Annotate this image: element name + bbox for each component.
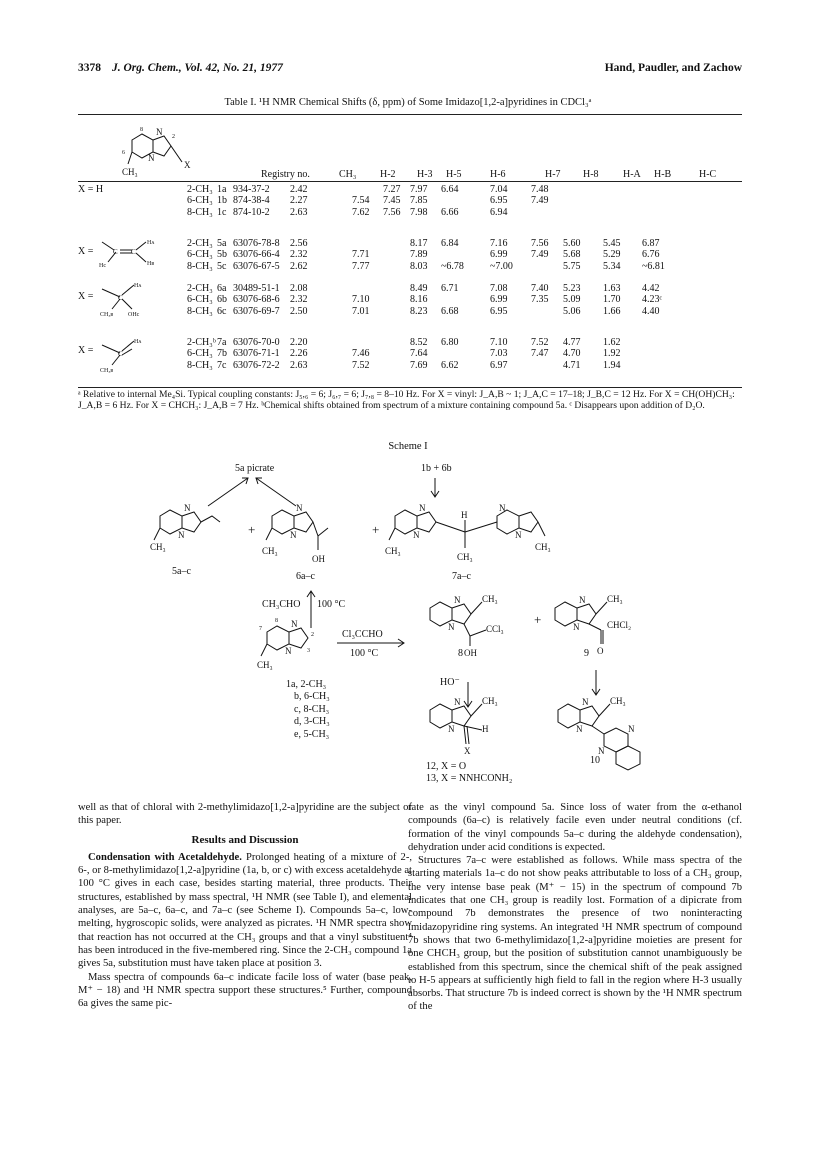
table-cell: 8.03 <box>410 260 428 272</box>
table-cell: 5.60 <box>563 238 581 249</box>
table-cell: 6.94 <box>490 206 508 218</box>
svg-text:8: 8 <box>275 618 278 624</box>
svg-text:2: 2 <box>311 632 314 638</box>
svg-text:N: N <box>413 530 420 540</box>
paragraph: rate as the vinyl compound 5a. Since loss of water from the α-ethanol compounds (6a–c) is relatively facile even under neutral conditions (cf. formation of the vinyl compounds 5a–c during the aldehyde condensation), dehydration under acid conditions is expected. <box>408 802 742 853</box>
table-cell: 6.62 <box>441 359 459 371</box>
compound-label-12: 12, X = O <box>426 761 467 772</box>
svg-text:CH₃: CH₃ <box>535 542 551 552</box>
table-cell: 7.35 <box>531 294 549 306</box>
paragraph-title: Condensation with Acetaldehyde. <box>88 851 242 863</box>
table-cell: 63076-69-7 <box>233 305 280 317</box>
structure-5 <box>150 498 260 558</box>
scheme-title: Scheme I <box>388 441 428 452</box>
svg-text:N: N <box>148 153 155 163</box>
table-cell: 1.94 <box>603 359 621 371</box>
table-cell: 2.26 <box>290 348 308 360</box>
svg-text:N: N <box>579 595 586 605</box>
table-cell: ~6.78 <box>441 260 464 272</box>
table-cell: 2.42 <box>290 184 308 195</box>
table-cell: 8.23 <box>410 305 428 317</box>
plus-sign: + <box>372 522 380 537</box>
table-cell: 7.49 <box>531 195 549 207</box>
table-cell: 5.68 <box>563 249 581 261</box>
svg-text:Hᴀ: Hᴀ <box>134 283 142 289</box>
svg-text:N: N <box>285 646 292 656</box>
table-cell: 63076-71-1 <box>233 348 280 360</box>
table-cell: 4.71 <box>563 359 581 371</box>
svg-text:6: 6 <box>122 150 125 156</box>
svg-text:OH: OH <box>312 554 325 564</box>
compound-label-13: 13, X = NNHCONH₂ <box>426 773 513 784</box>
svg-text:7: 7 <box>259 626 262 632</box>
column-header: H-2 <box>380 169 396 180</box>
table-cell: 7a <box>217 337 227 348</box>
reactant-label: 1b + 6b <box>421 463 452 474</box>
table-cell: 874-10-2 <box>233 206 270 218</box>
column-header: H-3 <box>417 169 433 180</box>
svg-text:O: O <box>597 646 604 656</box>
table-cell: 7.52 <box>352 359 370 371</box>
table-cell: 6-CH₃ <box>187 294 213 306</box>
table-cell: 6.95 <box>490 305 508 317</box>
table-cell: 7.40 <box>531 283 549 294</box>
svg-text:CH₃: CH₃ <box>257 660 273 670</box>
left-text-column <box>78 801 412 1010</box>
svg-text:N: N <box>184 503 191 513</box>
svg-text:C: C <box>131 248 136 256</box>
structure-7 <box>385 498 565 578</box>
svg-text:N: N <box>419 503 426 513</box>
table-cell: 63076-68-6 <box>233 294 280 306</box>
table-cell: 7.10 <box>352 294 370 306</box>
condition-temp-2: 100 °C <box>350 648 379 659</box>
table-cell: 7.56 <box>383 206 401 218</box>
svg-text:N: N <box>448 724 455 734</box>
structure-10 <box>548 692 658 782</box>
table-cell: 5.23 <box>563 283 581 294</box>
table-cell: 6.99 <box>490 294 508 306</box>
section-heading: Results and Discussion <box>191 833 299 846</box>
table-cell: 7.10 <box>490 337 508 348</box>
column-header: Registry no. <box>261 169 310 180</box>
svg-text:CCl₃: CCl₃ <box>486 624 504 634</box>
table-cell: 6.66 <box>441 206 459 218</box>
table-cell: 7.04 <box>490 184 508 195</box>
svg-text:OHc: OHc <box>128 312 140 318</box>
table-cell: 7c <box>217 359 227 371</box>
svg-text:CH₃: CH₃ <box>385 546 401 556</box>
paragraph: well as that of chloral with 2-methylimidazo[1,2-a]pyridine are the subject of this paper. <box>78 802 412 827</box>
paragraph: Structures 7a–c were established as follows. While mass spectra of the starting materials 1a–c do not show peaks attributable to loss of a CH₃ group, the very intense base peak (M⁺ − 15) in the spectrum of compound 7b indicates that one CH₃ group is readily lost. Formation of a dipicrate from compound 7b demonstrates the presence of two noninteracting imidazopyridine ring systems. An integrated ¹H NMR spectrum of compound 7b shows that two 6-methylimidazo[1,2-a]pyridine moieties are present for one CHCH₃ group, but the position of substitution cannot unambiguously be established from this spectrum, since the chemical shift of the peak assigned to H-5 appears at sufficiently high field to fall in the region where H-3 usually absorbs. That structure 7b is indeed correct is shown by the ¹H NMR spectrum of the <box>408 855 742 1013</box>
table-cell: 5.34 <box>603 260 621 272</box>
table-cell: 8-CH₃ <box>187 359 213 371</box>
svg-text:X: X <box>184 160 191 170</box>
compound-label-10: 10 <box>590 755 600 766</box>
svg-text:Hʙ: Hʙ <box>147 261 155 267</box>
column-header: H-7 <box>545 169 561 180</box>
svg-text:CH₃ʙ: CH₃ʙ <box>100 368 114 374</box>
table-cell: 7.69 <box>410 359 428 371</box>
column-header: H-6 <box>490 169 506 180</box>
svg-text:CH₃: CH₃ <box>122 167 138 177</box>
table-cell: 6.68 <box>441 305 459 317</box>
table-cell: 7.01 <box>352 305 370 317</box>
table-cell: 6c <box>217 305 227 317</box>
table-cell: 2.63 <box>290 206 308 218</box>
column-header: H-C <box>699 169 717 180</box>
column-header: H-A <box>623 169 641 180</box>
condition-temp-1: 100 °C <box>317 599 346 610</box>
table-cell: 7.62 <box>352 206 370 218</box>
column-header: H-B <box>654 169 672 180</box>
table-cell: 8.52 <box>410 337 428 348</box>
svg-text:CH₃ʙ: CH₃ʙ <box>100 312 114 318</box>
table-cell: 63076-70-0 <box>233 337 280 348</box>
table-cell: 63076-67-5 <box>233 260 280 272</box>
table-cell: 8-CH₃ <box>187 206 213 218</box>
table-cell: 5.75 <box>563 260 581 272</box>
table-cell: 7.54 <box>352 195 370 207</box>
hydroxide-label: HO⁻ <box>440 677 460 688</box>
svg-text:N: N <box>454 595 461 605</box>
structure-1 <box>255 612 345 672</box>
table-cell: 6-CH₃ <box>187 348 213 360</box>
table-cell: ~6.81 <box>642 260 665 272</box>
column-header: H-8 <box>583 169 599 180</box>
table-cell: 4.77 <box>563 337 581 348</box>
table-cell: 6.76 <box>642 249 660 261</box>
plus-sign: + <box>248 522 256 537</box>
author-line: Hand, Paudler, and Zachow <box>604 62 742 74</box>
substituent-label: X = <box>78 345 94 356</box>
table-cell: 7.52 <box>531 337 549 348</box>
table-cell: 7.03 <box>490 348 508 360</box>
starting-material-list <box>286 679 330 741</box>
table-cell: 6.87 <box>642 238 660 249</box>
svg-text:Hc: Hc <box>99 263 106 269</box>
table-cell: 7.85 <box>410 195 428 207</box>
table-cell: 6b <box>217 294 227 306</box>
structure-6 <box>262 498 372 574</box>
svg-text:C: C <box>118 294 123 302</box>
svg-text:X: X <box>464 746 471 756</box>
table-cell: 8-CH₃ <box>187 305 213 317</box>
paragraph: Mass spectra of compounds 6a–c indicate facile loss of water (base peak, M⁺ − 18) and ¹H NMR spectra support these structures.⁵ Further, compound 6a gives the same pic- <box>78 971 412 1010</box>
svg-text:N: N <box>628 724 635 734</box>
table-cell: 63076-72-2 <box>233 359 280 371</box>
picrate-label: 5a picrate <box>235 463 275 474</box>
plus-sign: + <box>534 612 542 627</box>
table-cell: 1c <box>217 206 227 218</box>
table-cell: 7.77 <box>352 260 370 272</box>
table-cell: 5.45 <box>603 238 621 249</box>
table-cell: 6.71 <box>441 283 459 294</box>
table-cell: 2.50 <box>290 305 308 317</box>
svg-text:CHCl₂: CHCl₂ <box>607 620 632 630</box>
svg-text:N: N <box>598 746 605 756</box>
table-cell: 874-38-4 <box>233 195 270 207</box>
table-cell: 2-CH₃ᵇ <box>187 337 216 348</box>
table-cell: 2.08 <box>290 283 308 294</box>
table-cell: 1a <box>217 184 227 195</box>
table-cell: 1.63 <box>603 283 621 294</box>
table-cell: ~7.00 <box>490 260 513 272</box>
table-cell: 7.89 <box>410 249 428 261</box>
svg-text:N: N <box>296 503 303 513</box>
svg-text:2: 2 <box>172 134 175 140</box>
table-cell: 30489-51-1 <box>233 283 280 294</box>
compound-label-7: 7a–c <box>452 571 471 582</box>
table-cell: 7.71 <box>352 249 370 261</box>
table-footnote: ᵃ Relative to internal Me₄Si. Typical coupling constants: J₅,₆ = 6; J₆,₇ = 6; J₇,₈ = 8–10 Hz. For X = vinyl: J_A,B ~ 1; J_A,C = 17–18; J_B,C = 12 Hz. For X = CH(OH)CH₃: J_A,B = 6 Hz. For X = CHCH₃: J_A,B = 7 Hz. ᵇChemical shifts obtained from spectrum of a mixture containing compound 5a. ᶜ Disappears upon addition of D₂O. <box>78 389 735 411</box>
svg-text:CH₃: CH₃ <box>262 546 278 556</box>
svg-text:Hᴀ: Hᴀ <box>147 240 155 246</box>
journal-citation: J. Org. Chem., Vol. 42, No. 21, 1977 <box>112 62 283 74</box>
svg-text:N: N <box>515 530 522 540</box>
table-cell: 6.84 <box>441 238 459 249</box>
svg-text:N: N <box>290 530 297 540</box>
table-cell: 2.32 <box>290 294 308 306</box>
compound-label-9: 9 <box>584 648 589 659</box>
column-header: H-5 <box>446 169 462 180</box>
table-cell: 7.64 <box>410 348 428 360</box>
table-cell: 7.16 <box>490 238 508 249</box>
table-cell: 6.97 <box>490 359 508 371</box>
svg-text:8: 8 <box>140 127 143 133</box>
table-cell: 2.56 <box>290 238 308 249</box>
substituent-label: X = <box>78 246 94 257</box>
table-cell: 4.70 <box>563 348 581 360</box>
table-cell: 4.42 <box>642 283 660 294</box>
svg-text:H: H <box>482 724 489 734</box>
table-cell: 2.32 <box>290 249 308 261</box>
table-cell: 2-CH₃ <box>187 238 213 249</box>
table-cell: 1b <box>217 195 227 207</box>
svg-text:CH₃: CH₃ <box>607 594 623 604</box>
table-cell: 6.99 <box>490 249 508 261</box>
table-cell: 6.95 <box>490 195 508 207</box>
table-cell: 7.97 <box>410 184 428 195</box>
page-number: 3378 <box>78 62 101 74</box>
svg-text:N: N <box>573 622 580 632</box>
table-cell: 6.80 <box>441 337 459 348</box>
substituent-label: X = <box>78 291 94 302</box>
list-item: b, 6-CH₃ <box>294 691 330 703</box>
table-cell: 5b <box>217 249 227 261</box>
svg-text:H: H <box>461 510 468 520</box>
svg-text:N: N <box>582 697 589 707</box>
table-cell: 4.23ᶜ <box>642 294 663 306</box>
list-item: 1a, 2-CH₃ <box>286 679 327 690</box>
table-cell: 7.98 <box>410 206 428 218</box>
table-cell: 7.46 <box>352 348 370 360</box>
structure-12 <box>420 692 530 762</box>
table-cell: 63076-66-4 <box>233 249 280 261</box>
table-cell: 5.29 <box>603 249 621 261</box>
list-item: d, 3-CH₃ <box>294 716 330 728</box>
svg-text:N: N <box>454 697 461 707</box>
table-cell: 5.09 <box>563 294 581 306</box>
table-cell: 1.70 <box>603 294 621 306</box>
table-cell: 1.66 <box>603 305 621 317</box>
svg-text:N: N <box>178 530 185 540</box>
condition-chloral: Cl₃CCHO <box>342 629 383 640</box>
substituent-label: X = H <box>78 184 104 195</box>
list-item: c, 8-CH₃ <box>294 703 330 715</box>
column-header: CH₃ <box>339 169 357 180</box>
structure-9 <box>545 590 665 660</box>
svg-text:N: N <box>156 127 163 137</box>
list-item: e, 5-CH₃ <box>294 728 330 740</box>
table-cell: 6a <box>217 283 227 294</box>
table-cell: 2-CH₃ <box>187 184 213 195</box>
table-cell: 2.20 <box>290 337 308 348</box>
table-cell: 2-CH₃ <box>187 283 213 294</box>
table-cell: 7.48 <box>531 184 549 195</box>
svg-text:CH₃: CH₃ <box>150 542 166 552</box>
table-caption: Table I. ¹H NMR Chemical Shifts (δ, ppm) of Some Imidazo[1,2-a]pyridines in CDCl₃ᵃ <box>224 97 592 108</box>
svg-text:CH₃: CH₃ <box>457 552 473 562</box>
svg-text:N: N <box>576 724 583 734</box>
svg-text:CH₃: CH₃ <box>482 594 498 604</box>
right-text-column <box>408 801 742 1014</box>
table-cell: 8.49 <box>410 283 428 294</box>
svg-text:CH₃: CH₃ <box>610 696 626 706</box>
table-cell: 7.45 <box>383 195 401 207</box>
table-cell: 5.06 <box>563 305 581 317</box>
table-cell: 1.62 <box>603 337 621 348</box>
svg-text:3: 3 <box>307 648 310 654</box>
table-cell: 7.47 <box>531 348 549 360</box>
svg-text:CH₃: CH₃ <box>482 696 498 706</box>
condition-acetaldehyde: CH₃CHO <box>262 599 301 610</box>
table-cell: 5a <box>217 238 227 249</box>
table-cell: 2.62 <box>290 260 308 272</box>
structure-8 <box>420 590 530 660</box>
table-cell: 6-CH₃ <box>187 195 213 207</box>
table-cell: 63076-78-8 <box>233 238 280 249</box>
table-cell: 2.63 <box>290 359 308 371</box>
table-cell: 5c <box>217 260 227 272</box>
compound-label-6: 6a–c <box>296 571 315 582</box>
table-cell: 8-CH₃ <box>187 260 213 272</box>
table-cell: 6-CH₃ <box>187 249 213 261</box>
table-cell: 7.56 <box>531 238 549 249</box>
paragraph <box>78 851 412 971</box>
table-cell: 8.17 <box>410 238 428 249</box>
svg-text:C: C <box>113 248 118 256</box>
table-cell: 1.92 <box>603 348 621 360</box>
svg-text:N: N <box>448 622 455 632</box>
svg-text:N: N <box>291 619 298 629</box>
table-cell: 7.08 <box>490 283 508 294</box>
table-cell: 8.16 <box>410 294 428 306</box>
compound-label-5: 5a–c <box>172 566 191 577</box>
table-cell: 7.27 <box>383 184 401 195</box>
table-cell: 6.64 <box>441 184 459 195</box>
svg-text:OH: OH <box>464 648 477 658</box>
svg-text:C: C <box>118 350 123 358</box>
table-cell: 7.49 <box>531 249 549 261</box>
compound-label-8: 8 <box>458 648 463 659</box>
table-cell: 4.40 <box>642 305 660 317</box>
svg-text:Hᴀ: Hᴀ <box>134 339 142 345</box>
table-cell: 934-37-2 <box>233 184 270 195</box>
svg-text:N: N <box>499 503 506 513</box>
paragraph-body: Prolonged heating of a mixture of 2-, 6-, or 8-methylimidazo[1,2-a]pyridine (1a, b, or c) with excess acetaldehyde at 100 °C gives in each case, besides starting material, three products. Their structures, established by mass spectral, ¹H NMR (see Table I), and elemental analyses, are 5a–c, 6a–c, and 7a–c (see Scheme I). Compounds 5a–c, low-melting, hygroscopic solids, were analyzed as picrates. ¹H NMR spectra show that reaction has not occurred at the CH₃ groups and that a vinyl substituent⁴ has been introduced in the five-membered ring. Since the 2-CH₃ compound 1a gives 5a, substitution must have taken place at position 3. <box>78 851 412 970</box>
table-cell: 2.27 <box>290 195 308 207</box>
table-cell: 7b <box>217 348 227 360</box>
